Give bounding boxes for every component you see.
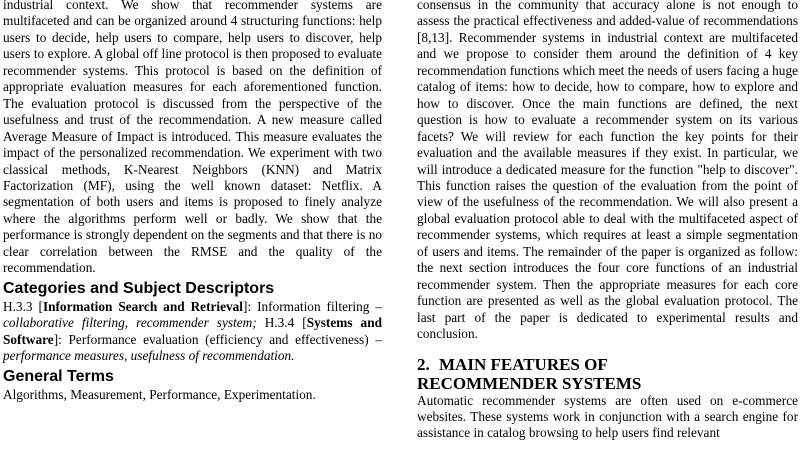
right-column (417, 0, 798, 442)
section-2-heading (417, 355, 798, 393)
general-terms-paragraph: Algorithms, Measurement, Performance, Experimentation. (3, 386, 316, 402)
general-terms-heading: General Terms (3, 367, 114, 385)
abstract-paragraph: industrial context. We show that recommender systems are multifaceted and can be organized around 4 structuring functions: help users to decide, help users to compare, help users to discover, help users to explore. A global off line protocol is then proposed to evaluate recommender systems. This protocol is based on the definition of appropriate evaluation measures for each aforementioned function. The evaluation protocol is discussed from the perspective of the usefulness and trust of the recommendation. A new measure called Average Measure of Impact is introduced. This measure evaluates the impact of the personalized recommendation. We experiment with two classical methods, K-Nearest Neighbors (KNN) and Matrix Factorization (MF), using the well known dataset: Netflix. A segmentation of both users and items is proposed to finely analyze where the algorithms perform well or badly. We show that the performance is strongly dependent on the segments and that there is no clear correlation between the RMSE and the quality of the recommendation. (3, 0, 382, 276)
category-code-1: H.3.3 [ (3, 298, 43, 314)
categories-heading: Categories and Subject Descriptors (3, 279, 275, 297)
categories-paragraph (3, 299, 382, 365)
section-2-title-line-1: MAIN FEATURES OF (439, 354, 608, 374)
category-keywords-2: performance measures, usefulness of recommendation. (3, 348, 295, 364)
category-keywords-1: collaborative filtering, recommender system; (3, 315, 257, 331)
section-2-number: 2. (417, 354, 430, 374)
category-text-1: ]: Information filtering – (243, 298, 382, 314)
category-term-1: Information Search and Retrieval (42, 298, 244, 314)
left-column (3, 0, 382, 403)
section-2-title-line-2: RECOMMENDER SYSTEMS (417, 373, 642, 393)
introduction-paragraph: consensus in the community that accuracy alone is not enough to assess the practical effectiveness and added-value of recommendations [8,13]. Recommender systems in industrial context are multifaceted and we propose to consider them around the definition of 4 key recommendation functions which meet the needs of users facing a huge catalog of items: how to decide, how to compare, how to explore and how to discover. Once the main functions are defined, the next question is how to evaluate a recommender system on its various facets? We will review for each function the key points for their evaluation and the available measures if they exist. In particular, we will introduce a dedicated measure for the function "help to discover". This function raises the question of the evaluation from the point of view of the usefulness of the recommendation. We will also present a global evaluation protocol able to deal with the multifaceted aspect of recommender systems, which requires at least a simple segmentation of users and items. The remainder of the paper is organized as follow: the next section introduces the four core functions of an industrial recommender system. Then the appropriate measures for each core function are presented as well as the global evaluation protocol. The last part of the paper is dedicated to experimental results and conclusion. (417, 0, 798, 342)
section-2-paragraph: Automatic recommender systems are often used on e-commerce websites. These systems work in conjunction with a search engine for assistance in catalog browsing to help users find relevant (417, 392, 798, 441)
category-code-2: H.3.4 [ (256, 315, 307, 331)
category-text-2: ]: Performance evaluation (efficiency and effectiveness) – (53, 331, 382, 347)
category-term-2: Systems and Software (3, 315, 382, 347)
